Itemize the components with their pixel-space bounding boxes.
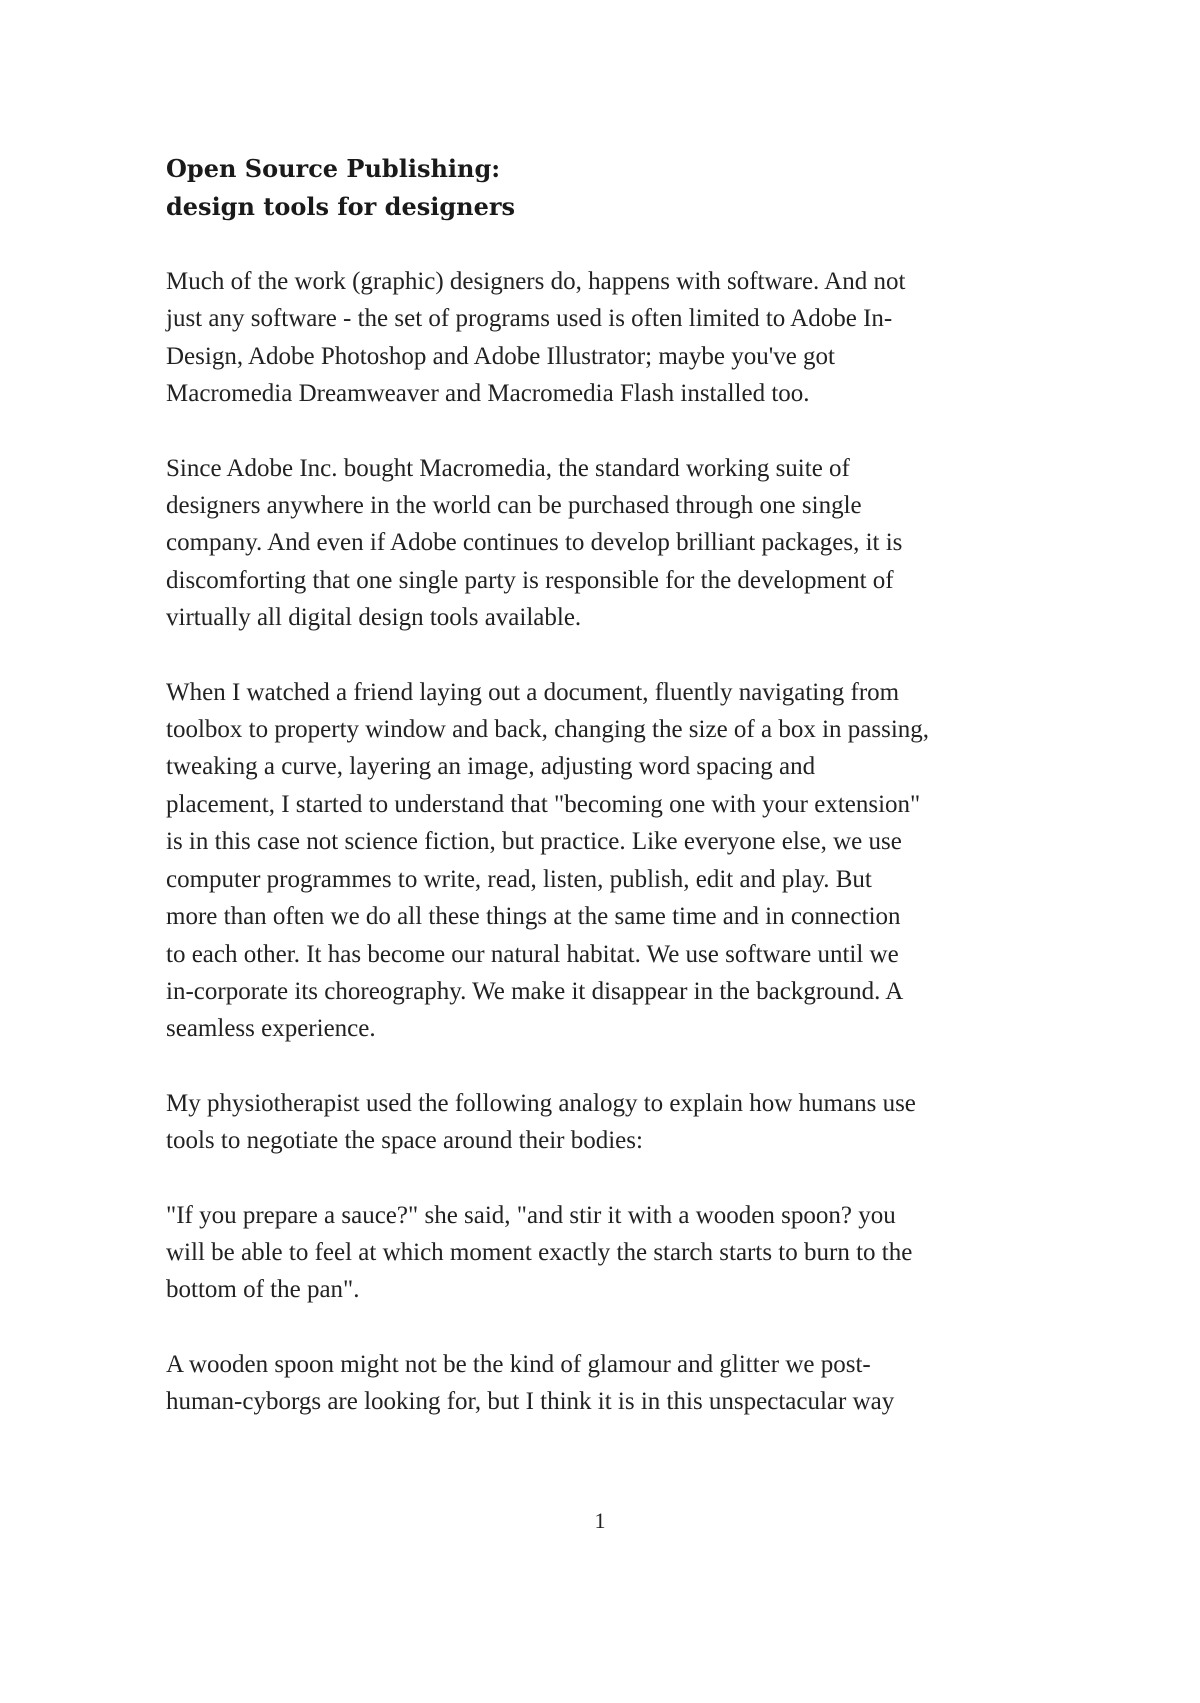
- text-line: is in this case not science fiction, but practice. Like everyone else, we use: [166, 828, 902, 856]
- text-line: "If you prepare a sauce?" she said, "and stir it with a wooden spoon? you: [166, 1201, 896, 1229]
- text-line: tools to negotiate the space around their bodies:: [166, 1127, 643, 1155]
- text-line: in-corporate its choreography. We make it disappear in the background. A: [166, 977, 904, 1005]
- text-line: Much of the work (graphic) designers do, happens with software. And not: [166, 268, 906, 295]
- page-content: [166, 150, 1046, 1421]
- title-line: Open Source Publishing:: [166, 154, 501, 183]
- text-line: bottom of the pan".: [166, 1276, 360, 1304]
- text-line: virtually all digital design tools available.: [166, 604, 582, 632]
- text-line: toolbox to property window and back, changing the size of a box in passing,: [166, 716, 930, 744]
- paragraph-4: [166, 1085, 1046, 1160]
- text-line: When I watched a friend laying out a document, fluently navigating from: [166, 678, 900, 706]
- text-line: human-cyborgs are looking for, but I think it is in this unspectacular way: [166, 1388, 895, 1416]
- paragraph-3: [166, 674, 1046, 1048]
- text-line: to each other. It has become our natural habitat. We use software until we: [166, 940, 899, 968]
- text-line: A wooden spoon might not be the kind of glamour and glitter we post-: [166, 1350, 871, 1378]
- document-title: [166, 150, 1046, 226]
- text-line: Since Adobe Inc. bought Macromedia, the standard working suite of: [166, 454, 850, 482]
- text-line: Macromedia Dreamweaver and Macromedia Flash installed too.: [166, 380, 810, 408]
- text-line: designers anywhere in the world can be purchased through one single: [166, 492, 862, 520]
- paragraph-6: [166, 1346, 1046, 1421]
- paragraph-1: [166, 263, 1046, 413]
- text-line: discomforting that one single party is responsible for the development of: [166, 566, 894, 594]
- text-line: tweaking a curve, layering an image, adjusting word spacing and: [166, 753, 816, 781]
- text-line: seamless experience.: [166, 1015, 376, 1043]
- text-line: just any software - the set of programs used is often limited to Adobe In-: [166, 305, 893, 333]
- text-line: My physiotherapist used the following analogy to explain how humans use: [166, 1089, 916, 1117]
- title-line: design tools for designers: [166, 192, 516, 221]
- paragraph-5: [166, 1197, 1046, 1309]
- page-number: 1: [594, 1508, 606, 1533]
- text-line: computer programmes to write, read, listen, publish, edit and play. But: [166, 865, 872, 893]
- text-line: Design, Adobe Photoshop and Adobe Illustrator; maybe you've got: [166, 342, 836, 370]
- text-line: company. And even if Adobe continues to develop brilliant packages, it is: [166, 529, 903, 557]
- text-line: more than often we do all these things at the same time and in connection: [166, 903, 901, 931]
- text-line: placement, I started to understand that "becoming one with your extension": [166, 790, 921, 818]
- paragraph-2: [166, 450, 1046, 637]
- text-line: will be able to feel at which moment exactly the starch starts to burn to the: [166, 1238, 913, 1266]
